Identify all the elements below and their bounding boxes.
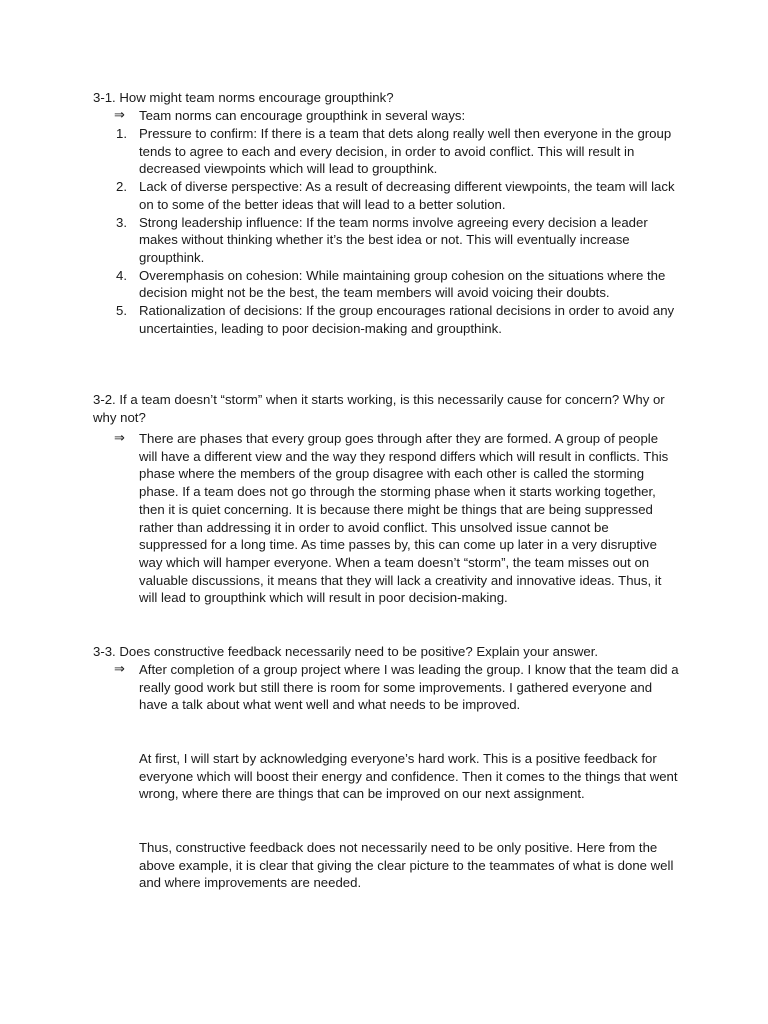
answer-3-3-paragraph: Thus, constructive feedback does not necessarily need to be only positive. Here from the above example, it is clear that giving the clear picture to the teammates of what is done well and where improvements are needed. — [139, 840, 674, 891]
list-item — [0, 214, 768, 267]
list-item-number: 3. — [116, 214, 127, 230]
question-3-1: 3-1. How might team norms encourage groupthink? — [93, 90, 394, 105]
answer-3-2: There are phases that every group goes through after they are formed. A group of people will have a different view and the way they respond differs which will result in conflicts. This phase where the members of the group disagree with each other is called the storming phase. If a team does not go through the storming phase when it starts working together, then it is quiet concerning. It is because there might be things that are being suppressed rather than addressing it in order to avoid conflict. This unsolved issue cannot be suppressed for a long time. As time passes by, this can come up later in a very disruptive way which will hamper everyone. When a team doesn’t “storm”, the team misses out on valuable discussions, it means that they will lack a creativity and innovative ideas. Thus, it will lead to groupthink which will result in poor decision-making. — [139, 431, 669, 606]
arrow-bullet-icon: ⇒ — [114, 108, 125, 123]
list-item-text: Strong leadership influence: If the team norms involve agreeing every decision a leader makes without thinking whether it’s the best idea or not. This will eventually increase groupthink. — [139, 214, 648, 265]
list-item — [0, 125, 768, 178]
arrow-bullet-icon: ⇒ — [114, 662, 125, 677]
list-item-number: 4. — [116, 267, 127, 283]
answer-3-3-paragraph: After completion of a group project where I was leading the group. I know that the team did a really good work but still there is room for some improvements. I gathered everyone and have a talk about what went well and what needs to be improved. — [139, 662, 679, 713]
list-item-text: Pressure to confirm: If there is a team that dets along really well then everyone in the group tends to agree to each and every decision, in order to avoid conflict. This will result in decreased viewpoints which will lead to groupthink. — [139, 126, 672, 177]
list-item-number: 5. — [116, 303, 127, 319]
list-item-number: 1. — [116, 126, 127, 141]
list-item — [0, 178, 768, 213]
list-item-number: 2. — [116, 179, 127, 195]
numbered-list — [0, 125, 768, 337]
question-3-2: 3-2. If a team doesn’t “storm” when it starts working, is this necessarily cause for concern? Why or why not? — [93, 392, 665, 425]
question-3-3: 3-3. Does constructive feedback necessarily need to be positive? Explain your answer. — [93, 644, 599, 659]
arrow-bullet-icon: ⇒ — [114, 431, 125, 446]
list-item-text: Lack of diverse perspective: As a result of decreasing different viewpoints, the team will lack on to some of the better ideas that will lead to a better solution. — [139, 179, 675, 212]
answer-3-1-intro: Team norms can encourage groupthink in several ways: — [139, 108, 466, 123]
list-item — [0, 267, 768, 302]
answer-3-3-paragraph: At first, I will start by acknowledging everyone’s hard work. This is a positive feedback for everyone which will boost their energy and confidence. Then it comes to the things that went wrong, where there are things that can be improved on our next assignment. — [139, 751, 678, 802]
list-item-text: Overemphasis on cohesion: While maintaining group cohesion on the situations where the decision might not be the best, the team members will avoid voicing their doubts. — [139, 267, 666, 301]
list-item-text: Rationalization of decisions: If the group encourages rational decisions in order to avoid any uncertainties, leading to poor decision-making and groupthink. — [139, 303, 675, 336]
list-item — [0, 302, 768, 337]
